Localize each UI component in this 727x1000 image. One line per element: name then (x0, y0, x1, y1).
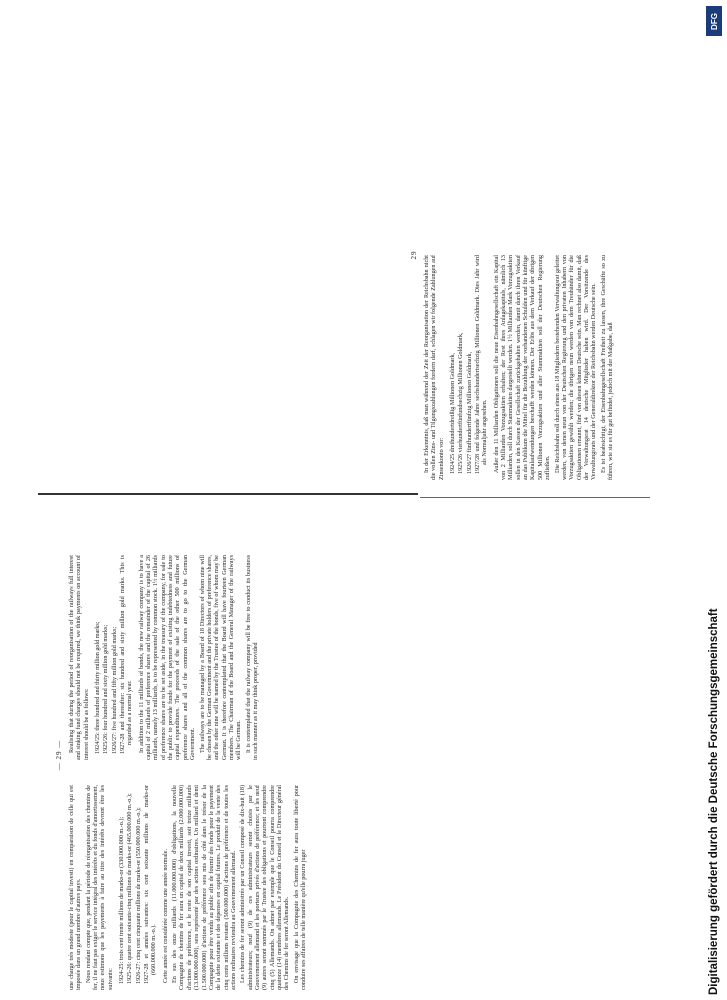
french-column (69, 785, 310, 990)
paragraph: On envisage que la Compagnie des Chemins de fer aura toute liberté pour conduire ses affaires de telle manière qu'elle pourra juger (293, 785, 307, 990)
paragraph: The railways are to be managed by a Board of 18 Directors of whom nine will be chosen by the German Government and the private holders of preference shares, and the other nine will be named by the Trustee of the bonds, five of whom may be German. It is therefore contemplated that the Board will have fourteen German members. The Chairman of the Board and the General Manager of the railways will be German. (199, 555, 243, 760)
schedule-item: 1924/25 dreihundertdreißig Millionen Goldmark, (450, 352, 457, 474)
page-number: 29 (410, 250, 418, 260)
paragraph: It is contemplated that the railway company will be free to conduct its business in such manner as it may think proper, provided (245, 555, 259, 760)
paragraph: Es ist beabsichtigt, der Eisenbahngesellschaft Freiheit zu lassen, ihre Geschäfte so zu führen, wie sie es für gut befindet, jedoch mit der Maßgabe, daß (600, 255, 614, 480)
schedule-item: 1924/25: three hundred and thirty million gold marks; (95, 621, 102, 754)
page-gutter-line (420, 497, 650, 498)
schedule-item: 1927-28 and thereafter: six hundred and sixty million gold marks. This is regarded as a normal year. (120, 555, 134, 754)
schedule-item: 1927-28 et années suivantes: six cent soixante millions de marks-or (660.000.000 m.-o.). (144, 785, 158, 984)
dfg-logo-icon (706, 6, 722, 36)
schedule-item: 1926/27: five hundred and fifty million gold marks; (111, 626, 118, 754)
page-number: — 29 — (55, 739, 63, 771)
page-gutter-line (38, 493, 418, 495)
payment-schedule (450, 255, 490, 474)
right-page (410, 20, 720, 490)
schedule-item: 1925-26: quatre cent soixante-cinq millions de marks-or (465.000.000 m.-o.); (127, 793, 134, 984)
payment-schedule (95, 555, 135, 754)
paragraph: In addition to the 11 milliards of bonds, the new railway company is to have a capital of 2 milliards of preference shares and the remainder of the capital of 26 milliards, namely 13 milliards, is to be represented by common stock. 1½ milliards of preference shares are to be set aside, in the treasury of the company, for sale to the public to provide funds for the payment of existing indebtedness and future capital expenditures. The proceeds of the sale of the other 500 millions of preference shares and all of the common shares are to go to the German Government. (138, 555, 197, 760)
paragraph: Außer den 11 Milliarden Obligationen soll die neue Eisenbahngesellschaft ein Kapital von 2 Milliarden Vorzugsaktien erhalten; der Rest ihres Anlagekapitals, nämlich 13 Milliarden, soll durch Stammaktien dargestellt werden. 1½ Milliarden Mark Vorzugsaktien sollen in den Kassen der Gesellschaft zurückgehalten werden, damit durch ihren Verkauf an das Publikum die Mittel für die Bezahlung der vorhandenen Schulden und für künftige Kapitalaufwendungen beschafft werden können. Der Erlös aus dem Verkauf der übrigen 500 Millionen Vorzugsaktien und aller Stammaktien soll der Deutschen Regierung zufließen. (493, 255, 552, 480)
payment-schedule (119, 785, 159, 984)
schedule-item: 1925/26 vierhundertfünfundsechzig Millionen Goldmark, (458, 332, 465, 474)
paragraph: une charge très modeste (pour le capital investi) en comparaison de celle qui est imposée dans un grand nombre d'autres pays. (69, 785, 83, 990)
paragraph: En sus des onze milliards (11.000.000.000) d'obligations, la nouvelle Compagnie de chemins de fer aura un capital de deux milliards (2.000.000.000) d'actions de préférence, et le reste de son capital investi, soit treize milliards (13.000.000.000), sera représenté par des actions ordinaires. Un milliard et demi (1.500.000.000) d'actions de préférence sera mis de côté dans le trésor de la Compagnie pour être vendu au public afin de fournir des fonds pour le payement de la dette existante et des dépenses en capital futures. Le produit de la vente des cinq cents millions restants (500.000.000) d'actions de préférence et de toutes les actions ordinaires reviendra au Gouvernement allemand. (172, 785, 237, 990)
schedule-item: 1926-27: cinq cent cinquante millions de marks-or (550.000.000 m.-o.); (135, 807, 142, 984)
paragraph: Cette année est considérée comme une année normale. (162, 848, 169, 983)
left-page (55, 520, 365, 990)
funding-notice: Digitalisierung gefördert durch die Deutsche Forschungsgemeinschaft (708, 608, 720, 995)
dfg-logo-text: DFG (709, 12, 719, 30)
paragraph: Realising that during the period of reorganisation of the railways full interest and sinking fund charges should not be required, we think payments on account of interest should be as follows: (69, 555, 90, 760)
schedule-item: 1927/28 und folgende Jahre sechshundertsechzig Millionen Goldmark. Dies Jahr wird als Normaljahr angesehen. (475, 255, 489, 474)
paragraph: Les chemins de fer seront administrés par un Conseil composé de dix-huit (18) administrateurs; neuf (9) de ces administrateurs seront choisis par le Gouvernement allemand et les porteurs privés d'actions de préférence; et les neuf (9) autres seront nommés par le Trustee des obligations et pourront comprendre cinq (5) Allemands. On admet par exemple que le Conseil pourra comprendre quatorze (14) membres allemands. Le Président du Conseil et le Directeur général des Chemins de fer seront Allemands. (240, 785, 291, 990)
funding-sidebar (702, 0, 727, 1000)
paragraph: In der Erkenntnis, daß man während der Zeit der Reorganisation der Reichsbahn nicht die vollen Zins- und Tilgungszahlungen fordern darf, schlagen wir folgende Zahlungen auf Zinsenkonto vor: (424, 255, 445, 480)
german-column (424, 255, 617, 480)
paragraph: Nous rendant compte que, pendant la période de réorganisation des chemins de fer, il ne faut pas exiger le service intégral des intérêts et du fonds d'amortissement, nous estimons que les payements à faire au titre des intérêts devront être les suivants: (85, 785, 114, 990)
schedule-item: 1926/27 fünfhundertfünfzig Millionen Goldmark, (466, 351, 473, 474)
schedule-item: 1925/26: four hundred and sixty million gold marks; (103, 624, 110, 754)
english-column (69, 555, 262, 760)
paragraph: Die Reichsbahn soll durch einen aus 18 Mitgliedern bestehenden Verwaltungsrat geleitet werden, von denen neun von der Deutschen Regierung und den privaten Inhabern von Vorzugsaktien gewählt werden; die übrigen neun werden von dem Treuhänder für die Obligationen ernannt, fünf von diesen können Deutsche sein. Man rechnet also damit, daß der Verwaltungsrat 14 deutsche Mitglieder haben wird. Der Vorsitzende des Verwaltungsrats und der Generaldirektor der Reichsbahn werden Deutsche sein. (554, 255, 598, 480)
schedule-item: 1924-25: trois cent trente millions de marks-or (330.000.000 m.-o.); (119, 816, 126, 984)
